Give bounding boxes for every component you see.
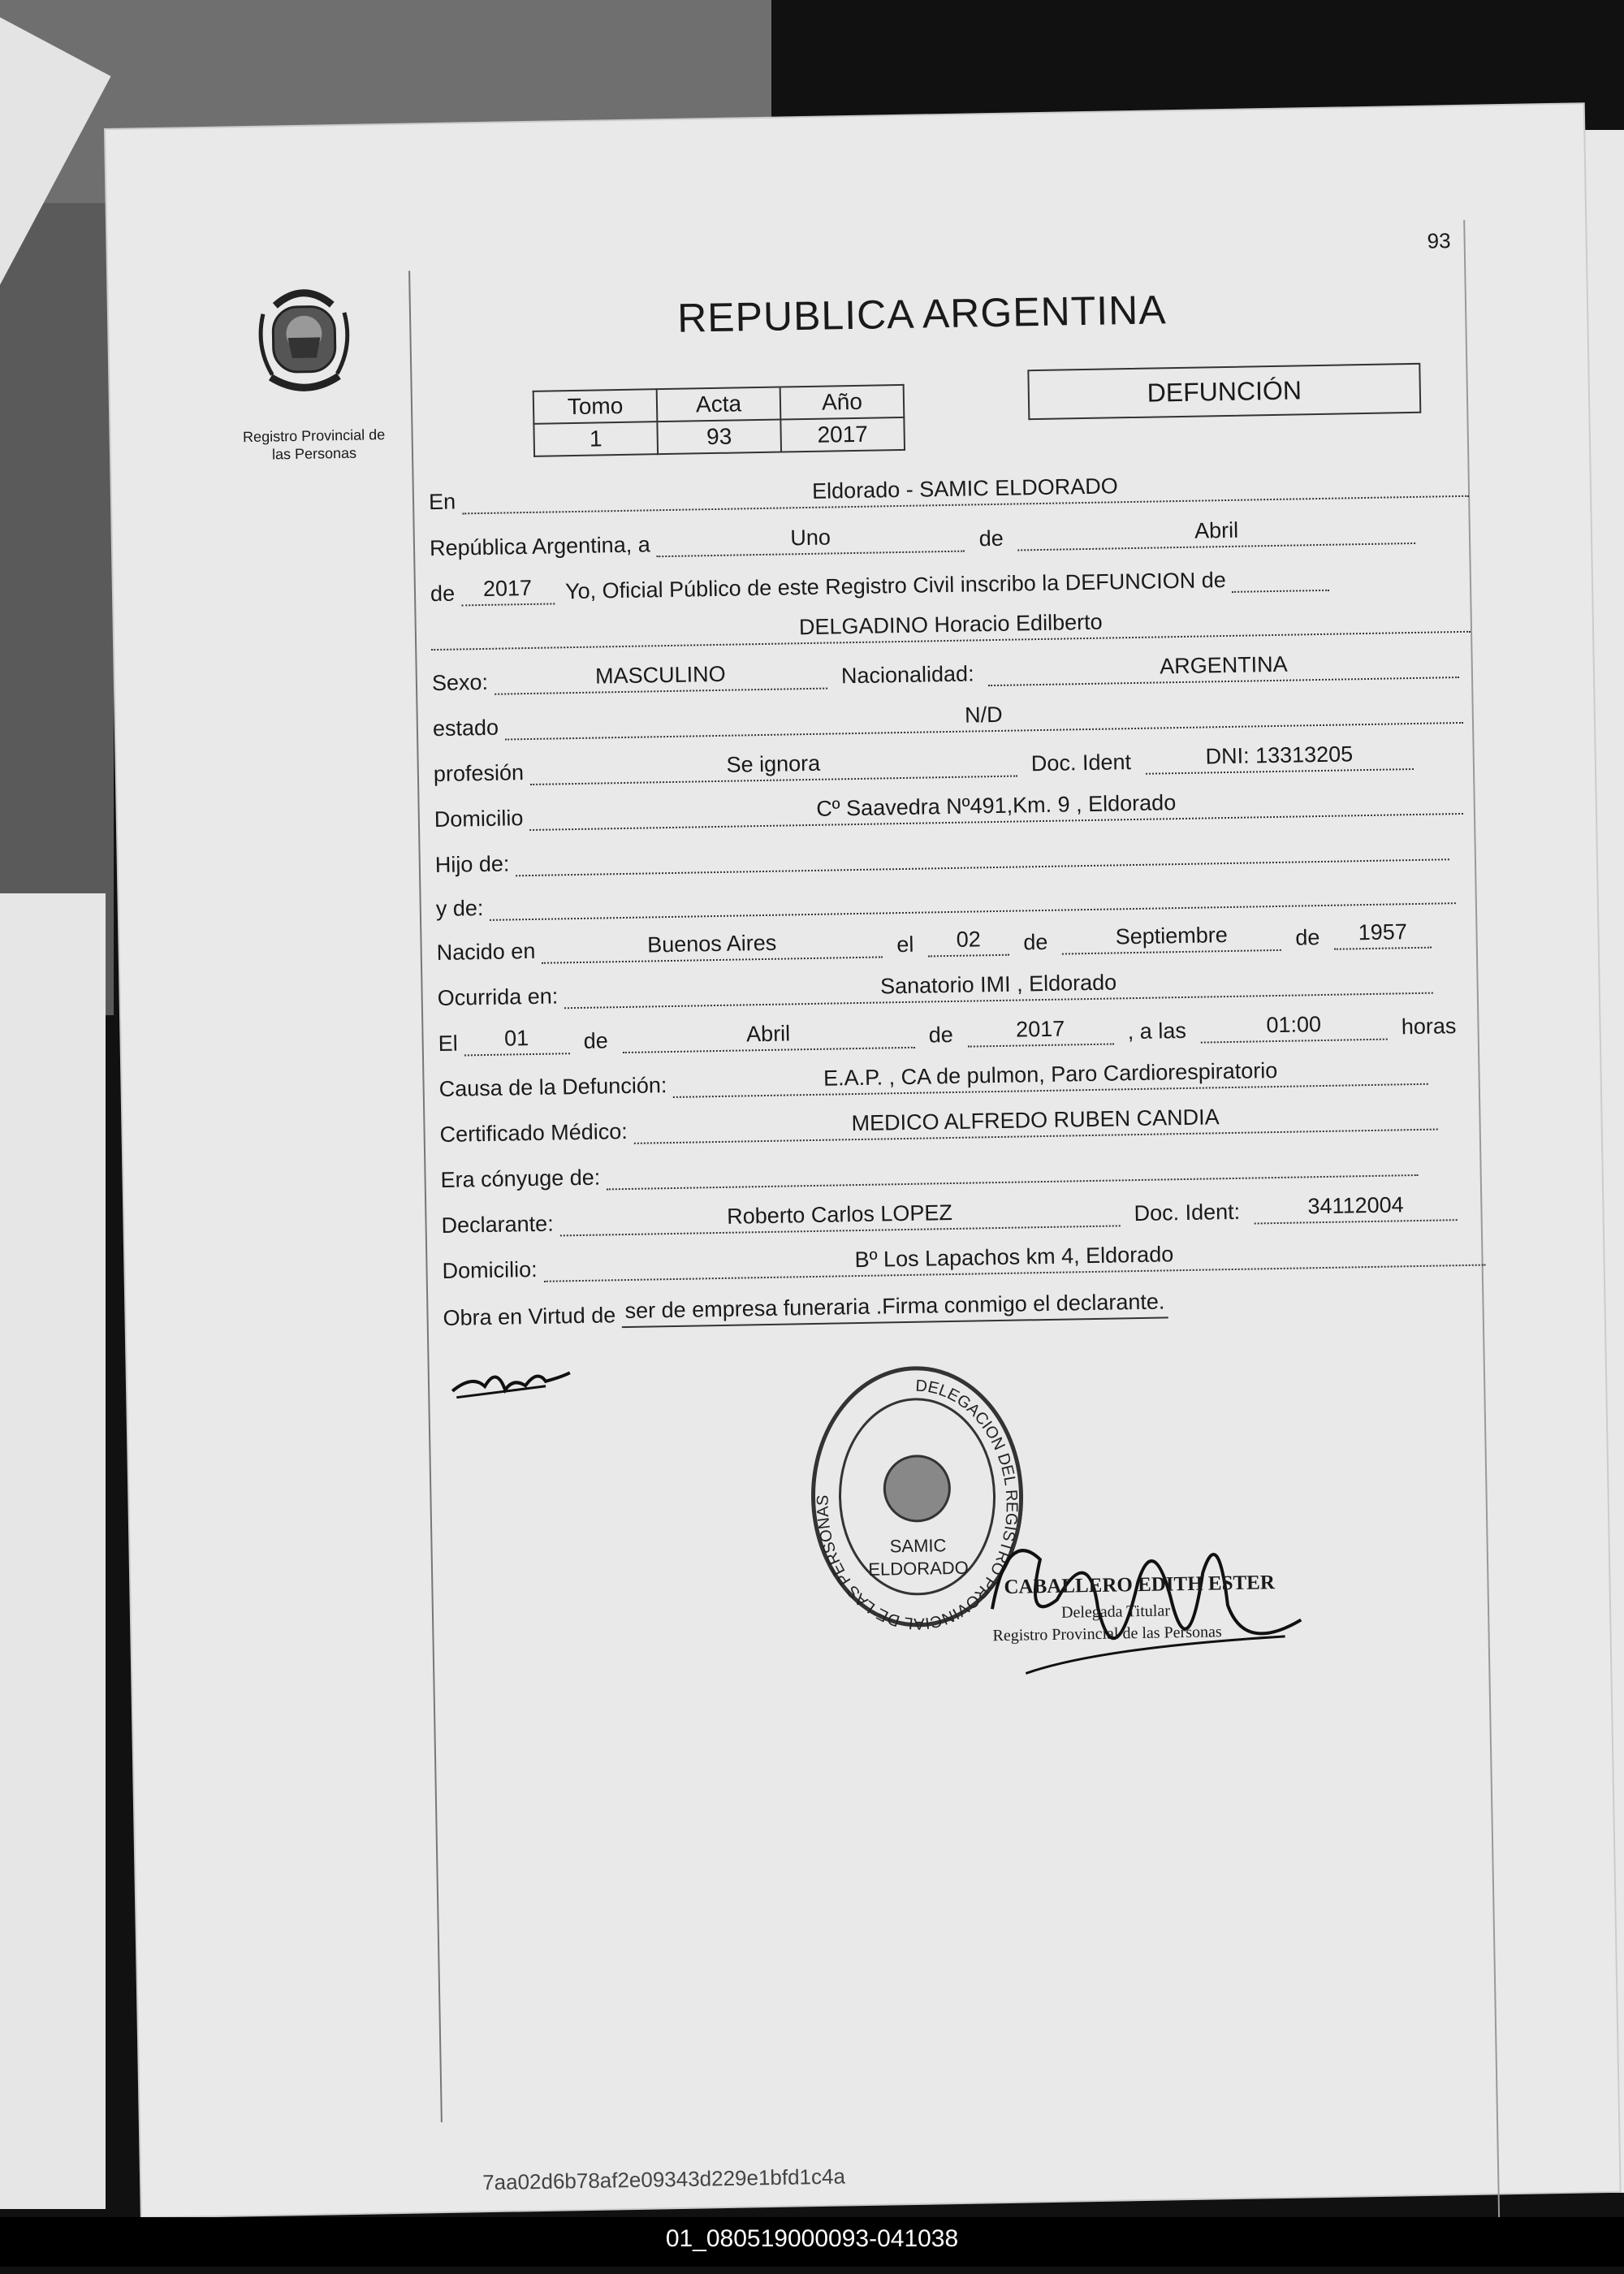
header-acta: Acta — [657, 387, 781, 422]
label-y-de: y de: — [435, 896, 484, 922]
row-mother — [435, 875, 1455, 922]
label-causa: Causa de la Defunción: — [438, 1073, 667, 1102]
field-death-day: 01 — [464, 1025, 570, 1056]
page-number: 93 — [1427, 228, 1451, 253]
field-month: Abril — [1017, 515, 1416, 551]
field-day-text: Uno — [656, 523, 965, 558]
label-obra-prefix: Obra en Virtud de — [443, 1303, 616, 1330]
document-title: REPUBLICA ARGENTINA — [676, 287, 1168, 341]
row-civil-status — [433, 694, 1463, 741]
label-nacionalidad: Nacionalidad: — [840, 661, 974, 689]
field-cause: E.A.P. , CA de pulmon, Paro Cardiorespiratorio — [672, 1056, 1427, 1098]
field-deceased-name: DELGADINO Horacio Edilberto — [431, 603, 1471, 651]
death-certificate-sheet — [106, 104, 1620, 2216]
registry-label-line1: Registro Provincial de — [242, 426, 386, 446]
row-father — [435, 831, 1450, 878]
record-type-box: DEFUNCIÓN — [1027, 363, 1421, 420]
record-table — [533, 384, 905, 457]
label-domicilio: Domicilio — [434, 806, 524, 832]
field-declarant-doc: 34112004 — [1254, 1191, 1458, 1224]
field-declarant-address: Bº Los Lapachos km 4, Eldorado — [543, 1237, 1485, 1282]
label-certificado: Certificado Médico: — [439, 1118, 628, 1148]
signer-organization: Registro Provincial de las Personas — [992, 1623, 1222, 1645]
misiones-coat-of-arms-icon — [254, 280, 354, 404]
label-hijo-de: Hijo de: — [434, 851, 510, 878]
field-mother — [490, 875, 1456, 921]
declarant-initials-signature — [447, 1356, 578, 1407]
row-death-place — [437, 965, 1433, 1011]
field-obra-text: ser de empresa funeraria .Firma conmigo el declarante. — [621, 1289, 1168, 1328]
row-year — [430, 562, 1330, 607]
field-doctor: MEDICO ALFREDO RUBEN CANDIA — [633, 1101, 1437, 1144]
label-domicilio2: Domicilio: — [442, 1256, 538, 1283]
header-tomo: Tomo — [533, 389, 658, 424]
label-horas: horas — [1401, 1014, 1457, 1040]
row-cause — [438, 1056, 1428, 1102]
document-hash: 7aa02d6b78af2e09343d229e1bfd1c4a — [482, 2164, 846, 2195]
row-birth — [436, 919, 1432, 966]
label-de-death-month: de — [583, 1028, 609, 1053]
row-declarant-address — [442, 1237, 1485, 1284]
label-de-month: de — [1023, 929, 1048, 955]
row-doctor — [439, 1101, 1437, 1148]
registry-label — [232, 426, 395, 464]
stamp-inner-text-1: SAMIC — [889, 1535, 947, 1557]
row-spouse — [440, 1147, 1419, 1193]
field-birth-month: Septiembre — [1062, 922, 1282, 955]
row-death-date — [438, 1009, 1456, 1057]
row-place — [429, 468, 1469, 515]
label-sexo: Sexo: — [431, 669, 489, 696]
row-address — [434, 785, 1463, 832]
row-profession — [434, 741, 1414, 787]
footer-id: 01_080519000093-041038 — [665, 2225, 959, 2252]
stamp-ring-text-path: DELEGACION DEL REGISTRO PROVINCIAL DE LAS PERSONAS — [814, 1377, 1021, 1632]
label-conyuge: Era cónyuge de: — [440, 1165, 601, 1192]
field-civil-status: N/D — [504, 694, 1462, 741]
field-death-place: Sanatorio IMI , Eldorado — [564, 965, 1432, 1009]
label-de-birth-year: de — [1295, 925, 1320, 950]
field-birth-place: Buenos Aires — [541, 928, 883, 963]
field-address: Cº Saavedra Nº491,Km. 9 , Eldorado — [529, 785, 1463, 831]
signer-name: CABALLERO EDITH ESTER — [1004, 1571, 1276, 1598]
field-profession: Se ignora — [529, 748, 1017, 785]
header-ano: Año — [780, 385, 905, 420]
label-declarante: Declarante: — [441, 1211, 554, 1238]
label-de-death-year: de — [928, 1022, 954, 1048]
field-father — [516, 831, 1449, 876]
record-table-values — [533, 417, 905, 456]
label-profesion: profesión — [433, 760, 525, 787]
footer-strip — [0, 2217, 1624, 2267]
row-sex — [432, 649, 1460, 696]
margin-line-right — [1463, 220, 1501, 2250]
stamp-inner-text-2: ELDORADO — [868, 1557, 970, 1580]
label-en: En — [428, 489, 456, 515]
signer-role: Delegada Titular — [1060, 1602, 1171, 1622]
label-ocurrida-en: Ocurrida en: — [437, 984, 559, 1011]
row-declaration — [443, 1289, 1168, 1331]
registry-label-line2: las Personas — [271, 444, 357, 463]
row-date — [430, 515, 1416, 561]
background-paper-left — [0, 893, 106, 2209]
label-doc-ident: Doc. Ident — [1030, 750, 1132, 776]
label-estado: estado — [432, 715, 499, 741]
field-spouse — [606, 1147, 1418, 1190]
field-death-year: 2017 — [967, 1016, 1114, 1048]
label-el-cap: El — [438, 1031, 458, 1057]
field-place: Eldorado - SAMIC ELDORADO — [461, 468, 1468, 515]
label-de: de — [978, 525, 1004, 551]
field-death-month: Abril — [622, 1019, 915, 1053]
field-nationality: ARGENTINA — [988, 649, 1460, 686]
label-doc-ident2: Doc. Ident: — [1134, 1199, 1241, 1226]
field-sex: MASCULINO — [494, 660, 827, 695]
row-deceased-name — [431, 603, 1471, 651]
label-de-year: de — [430, 581, 456, 607]
field-birth-day: 02 — [927, 927, 1009, 958]
field-declarant: Roberto Carlos LOPEZ — [559, 1197, 1121, 1236]
row-declarant — [441, 1191, 1458, 1239]
label-nacido-en: Nacido en — [436, 938, 536, 966]
field-blank-inline — [1232, 562, 1330, 593]
field-doc-id: DNI: 13313205 — [1145, 741, 1414, 775]
value-ano: 2017 — [780, 417, 905, 452]
label-a-las: , a las — [1127, 1018, 1187, 1044]
label-yo: Yo, Oficial Público de este Registro Civil inscribo la DEFUNCION de — [564, 568, 1227, 604]
field-year: 2017 — [460, 575, 555, 606]
label-el: el — [896, 932, 914, 958]
value-acta: 93 — [657, 420, 781, 455]
label-republica: República Argentina, a — [429, 532, 650, 561]
field-death-time: 01:00 — [1200, 1011, 1388, 1044]
value-tomo: 1 — [533, 422, 658, 456]
field-birth-year: 1957 — [1334, 919, 1432, 950]
